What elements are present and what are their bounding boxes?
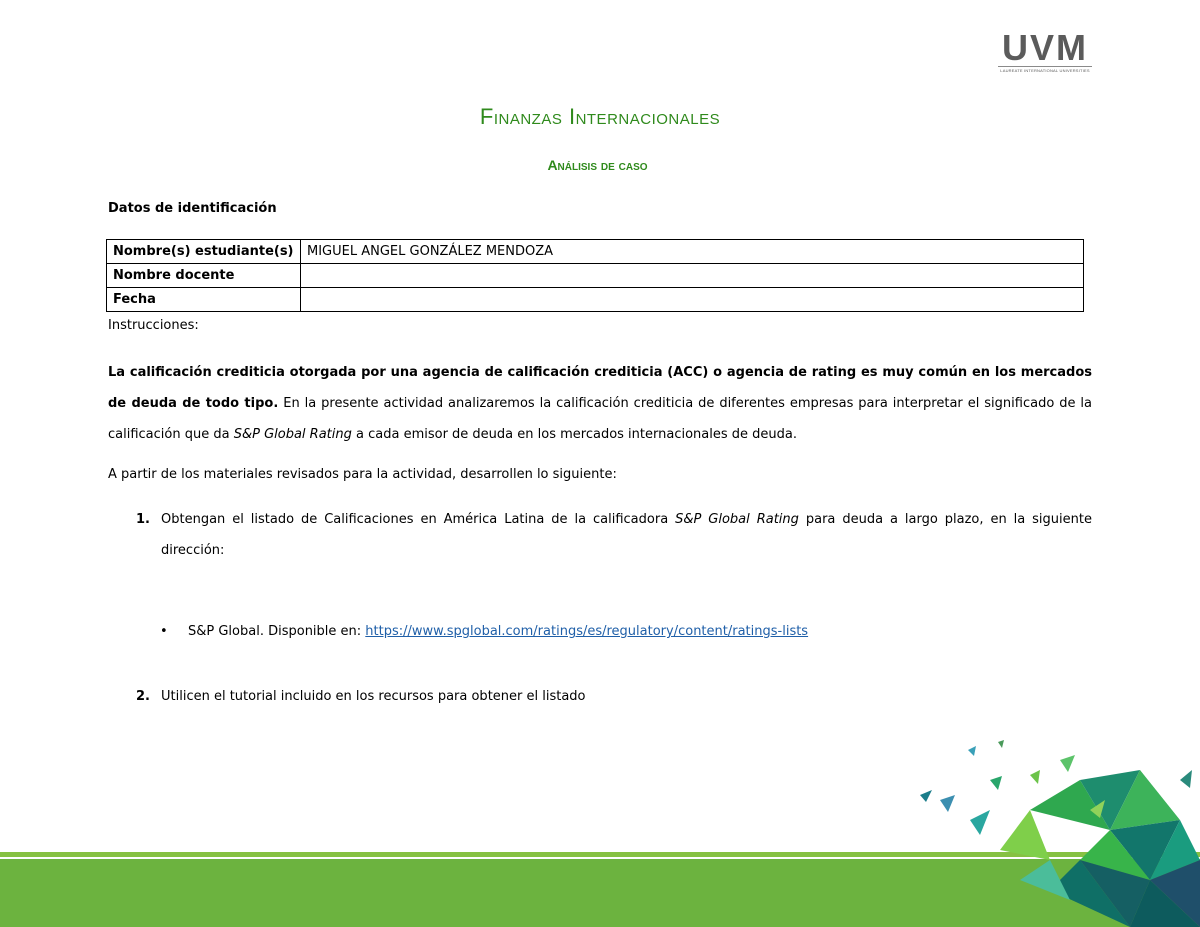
task-paragraph: A partir de los materiales revisados para la actividad, desarrollen lo siguiente: — [108, 467, 617, 482]
item1-italic: S&P Global Rating — [675, 512, 799, 527]
item-number: 1. — [136, 512, 150, 527]
item-text — [161, 504, 1092, 566]
item1-text-after: para deuda a largo plazo, en la siguiente dirección: — [161, 512, 1092, 558]
instructions-label: Instrucciones: — [108, 318, 199, 333]
bullet-item — [160, 622, 808, 642]
intro-part1: La calificación crediticia otorgada por una agencia de calificación crediticia (ACC) o agencia de rating es muy común en los mercados de deuda de todo tipo. — [108, 365, 1092, 411]
id-section-label: Datos de identificación — [108, 201, 277, 216]
ratings-link[interactable]: https://www.spglobal.com/ratings/es/regulatory/content/ratings-lists — [365, 624, 809, 639]
logo-subtext: LAUREATE INTERNATIONAL UNIVERSITIES — [998, 66, 1092, 73]
document-title: Finanzas Internacionales — [479, 104, 721, 129]
teacher-name-value[interactable] — [301, 264, 1084, 288]
intro-part2: En la presente actividad analizaremos la calificación crediticia de diferentes empresas para interpretar el significado de la calificación que da — [108, 396, 1092, 442]
bullet-label: S&P Global. Disponible en: — [188, 624, 366, 639]
list-item — [136, 687, 586, 707]
table-row — [107, 240, 1084, 264]
date-value[interactable] — [301, 288, 1084, 312]
intro-paragraph — [108, 357, 1092, 450]
student-name-label: Nombre(s) estudiante(s) — [107, 240, 301, 264]
identification-table — [106, 239, 1084, 312]
item1-text-before: Obtengan el listado de Calificaciones en América Latina de la calificadora — [161, 512, 676, 527]
table-row — [107, 264, 1084, 288]
bullet-icon: • — [160, 624, 168, 639]
item-number: 2. — [136, 689, 150, 704]
uvm-logo — [996, 27, 1094, 74]
student-name-value[interactable]: MIGUEL ANGEL GONZÁLEZ MENDOZA — [301, 240, 1084, 264]
intro-part3: a cada emisor de deuda en los mercados internacionales de deuda. — [351, 427, 797, 442]
teacher-name-label: Nombre docente — [107, 264, 301, 288]
bullet-text — [188, 624, 808, 639]
list-item — [136, 504, 1092, 566]
decorative-polygons-graphic — [880, 740, 1200, 927]
date-label: Fecha — [107, 288, 301, 312]
intro-italic: S&P Global Rating — [233, 427, 352, 442]
logo-text: UVM — [1002, 27, 1088, 68]
table-row — [107, 288, 1084, 312]
document-subtitle: Análisis de caso — [547, 157, 648, 173]
item-text: Utilicen el tutorial incluido en los recursos para obtener el listado — [161, 689, 586, 704]
